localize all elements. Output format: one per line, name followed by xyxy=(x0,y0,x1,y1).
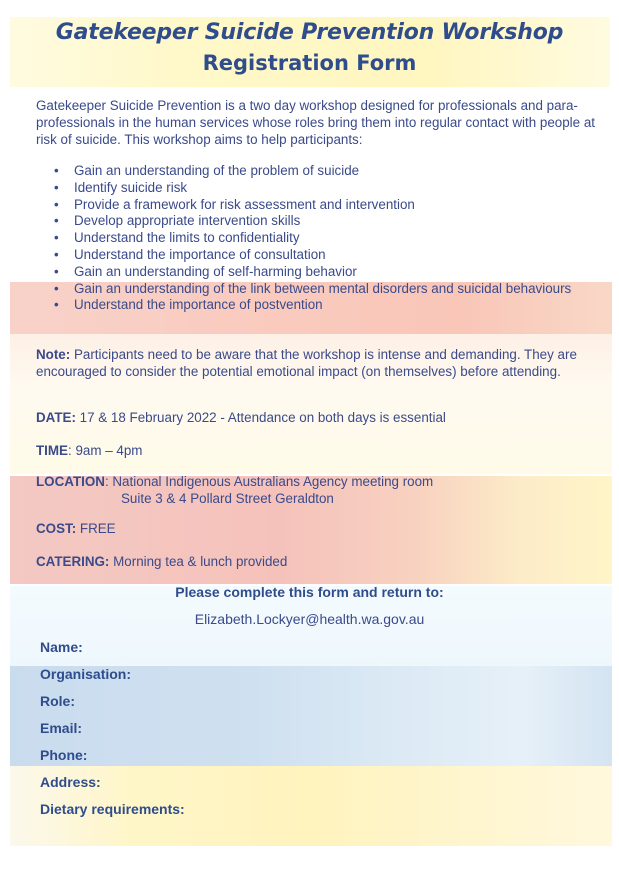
list-item: • Gain an understanding of the problem of suicide xyxy=(54,163,360,178)
catering-label: CATERING: xyxy=(36,554,110,569)
bullet-icon: • xyxy=(54,163,59,178)
location-value-line2: Suite 3 & 4 Pollard Street Geraldton xyxy=(121,490,334,506)
address-label: Address: xyxy=(40,774,101,790)
name-field[interactable] xyxy=(40,639,83,655)
list-item: • Develop appropriate intervention skills xyxy=(54,213,301,229)
bullet-icon: • xyxy=(54,179,59,195)
note-text: Participants need to be aware that the workshop is intense and demanding. They are encouraged to consider the potential emotional impact (on themselves) before attending. xyxy=(36,347,577,379)
list-item: • Understand the importance of consultation xyxy=(54,246,326,262)
bullet-icon: • xyxy=(54,263,59,279)
list-item: • Understand the limits to confidentiality xyxy=(54,230,300,246)
note-label: Note: xyxy=(36,347,71,362)
bullet-icon: • xyxy=(54,230,59,246)
organisation-field[interactable] xyxy=(40,666,131,682)
time-detail xyxy=(36,443,596,460)
bullet-icon: • xyxy=(54,280,59,296)
email-label: Email: xyxy=(40,720,83,736)
list-item: • Gain an understanding of self-harming behavior xyxy=(54,263,357,279)
intro-paragraph: Gatekeeper Suicide Prevention is a two day workshop designed for professionals and para-professionals in the human services whose roles bring them into regular contact with people at risk of suicide. This workshop aims to help participants: xyxy=(36,98,595,147)
date-value: 17 & 18 February 2022 - Attendance on both days is essential xyxy=(75,410,446,425)
phone-field[interactable] xyxy=(40,747,87,763)
aims-list xyxy=(36,163,614,314)
address-field[interactable] xyxy=(40,774,101,790)
cost-detail xyxy=(36,521,596,538)
bullet-icon: • xyxy=(54,196,59,212)
bullet-icon: • xyxy=(54,297,59,313)
list-item: • Understand the importance of postvention xyxy=(54,297,323,313)
phone-label: Phone: xyxy=(40,747,88,763)
time-label: TIME xyxy=(36,443,68,458)
return-instruction: Please complete this form and return to: xyxy=(175,584,444,600)
date-detail xyxy=(36,410,596,427)
return-email-link[interactable]: Elizabeth.Lockyer@health.wa.gov.au xyxy=(194,611,425,627)
catering-detail xyxy=(36,554,596,571)
page-title: Gatekeeper Suicide Prevention Workshop xyxy=(55,20,564,45)
page-subtitle: Registration Form xyxy=(202,51,417,75)
role-label: Role: xyxy=(40,693,75,709)
list-item: • Identify suicide risk xyxy=(54,179,188,195)
organisation-label: Organisation: xyxy=(40,666,132,682)
bullet-icon: • xyxy=(54,213,59,229)
bullet-icon: • xyxy=(54,246,59,262)
catering-value: Morning tea & lunch provided xyxy=(109,554,288,569)
dietary-requirements-field[interactable] xyxy=(40,801,185,817)
name-label: Name: xyxy=(40,639,83,655)
cost-value: FREE xyxy=(76,521,116,536)
list-item: • Gain an understanding of the link between mental disorders and suicidal behaviours xyxy=(54,280,572,296)
role-field[interactable] xyxy=(40,693,75,709)
date-label: DATE: xyxy=(36,410,76,425)
dietary-requirements-label: Dietary requirements: xyxy=(40,801,185,817)
cost-label: COST: xyxy=(36,521,77,536)
email-field[interactable] xyxy=(40,720,82,736)
time-value: : 9am – 4pm xyxy=(68,443,143,458)
location-label: LOCATION xyxy=(36,474,105,489)
location-detail xyxy=(36,474,596,507)
note-paragraph xyxy=(36,347,596,380)
list-item: • Provide a framework for risk assessment and intervention xyxy=(54,196,415,212)
location-value-line1: : National Indigenous Australians Agency meeting room xyxy=(104,474,434,489)
